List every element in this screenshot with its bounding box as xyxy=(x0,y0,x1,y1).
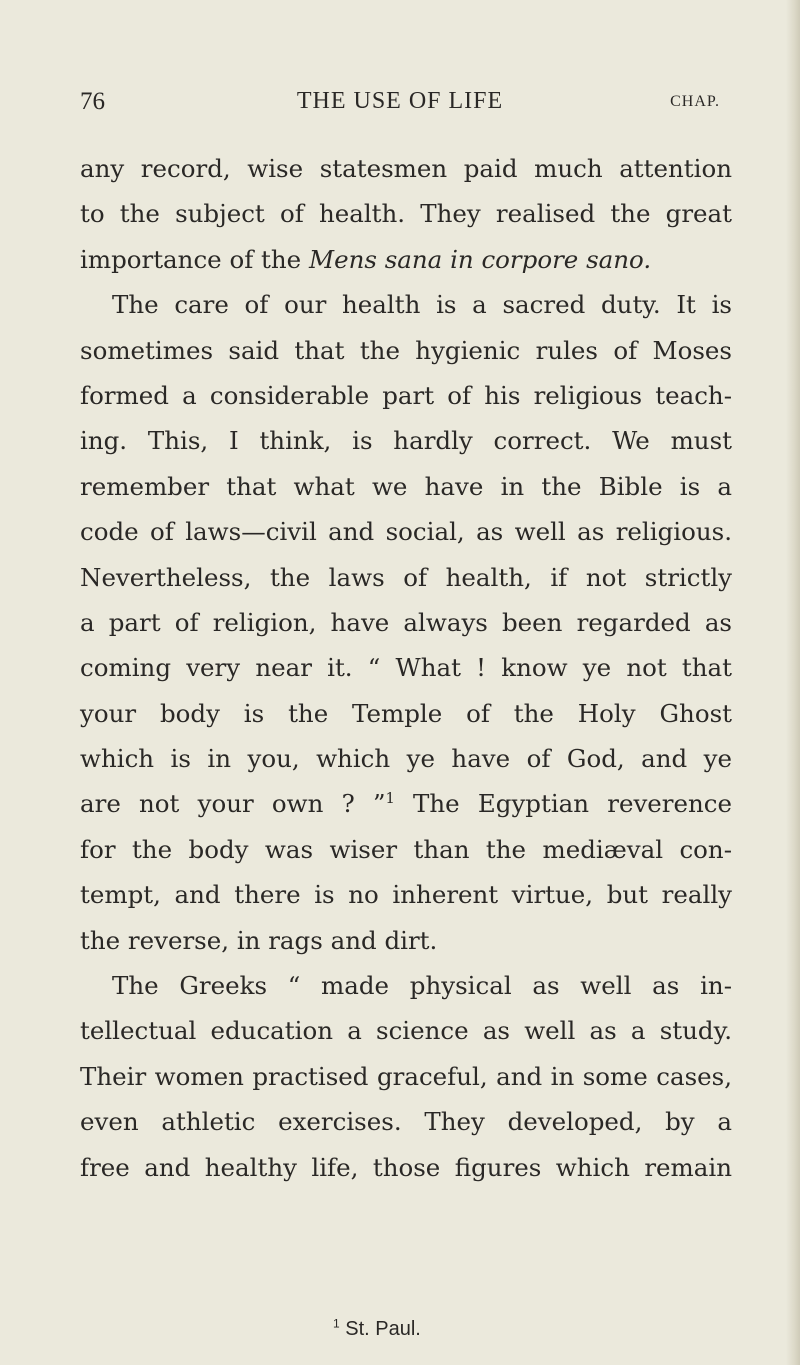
text-line: the reverse, in rags and dirt. xyxy=(80,925,438,955)
text-line xyxy=(80,781,732,826)
footnote-marker: 1 xyxy=(333,1316,340,1331)
chapter-label: CHAP. xyxy=(670,93,720,110)
running-title: THE USE OF LIFE xyxy=(296,88,504,114)
text-line: for the body was wiser than the mediæval con- xyxy=(80,834,732,864)
body-text xyxy=(80,146,732,1190)
text-run: are not your own ? ” xyxy=(80,789,386,819)
text-line: The Greeks “ made physical as well as in- xyxy=(112,971,732,1001)
text-line: even athletic exercises. They developed, by a xyxy=(80,1107,732,1137)
text-line: tempt, and there is no inherent virtue, but really xyxy=(80,880,732,910)
footnote-reference: 1 xyxy=(385,790,395,808)
text-line: to the subject of health. They realised the great xyxy=(80,199,732,229)
text-line: tellectual education a science as well as a study. xyxy=(80,1016,732,1046)
text-line: your body is the Temple of the Holy Ghost xyxy=(80,698,732,728)
text-run: The Egyptian reverence xyxy=(394,789,733,819)
text-line: sometimes said that the hygienic rules of Moses xyxy=(80,335,732,365)
text-line xyxy=(80,237,732,282)
text-line: code of laws—civil and social, as well as religious. xyxy=(80,517,732,547)
text-line: formed a considerable part of his religious teach- xyxy=(80,380,732,410)
text-line: free and healthy life, those figures which remain xyxy=(80,1152,732,1182)
page-number: 76 xyxy=(80,88,105,115)
text-run: importance of the xyxy=(80,244,309,274)
text-line: a part of religion, have always been regarded as xyxy=(80,607,732,637)
running-header xyxy=(80,88,720,122)
footnote xyxy=(333,1318,421,1341)
text-line: which is in you, which ye have of God, and ye xyxy=(80,744,732,774)
footnote-text: St. Paul. xyxy=(339,1318,421,1340)
text-line: remember that what we have in the Bible is a xyxy=(80,471,732,501)
text-line: Their women practised graceful, and in some cases, xyxy=(80,1061,732,1091)
text-line: ing. This, I think, is hardly correct. We must xyxy=(80,426,732,456)
text-line: The care of our health is a sacred duty. It is xyxy=(112,290,732,320)
italic-phrase: Mens sana in corpore sano. xyxy=(308,244,652,274)
page-edge-shadow xyxy=(786,0,800,1365)
text-line: Nevertheless, the laws of health, if not strictly xyxy=(80,562,732,592)
text-line: any record, wise statesmen paid much attention xyxy=(80,154,732,183)
text-line: coming very near it. “ What ! know ye not that xyxy=(80,653,732,683)
